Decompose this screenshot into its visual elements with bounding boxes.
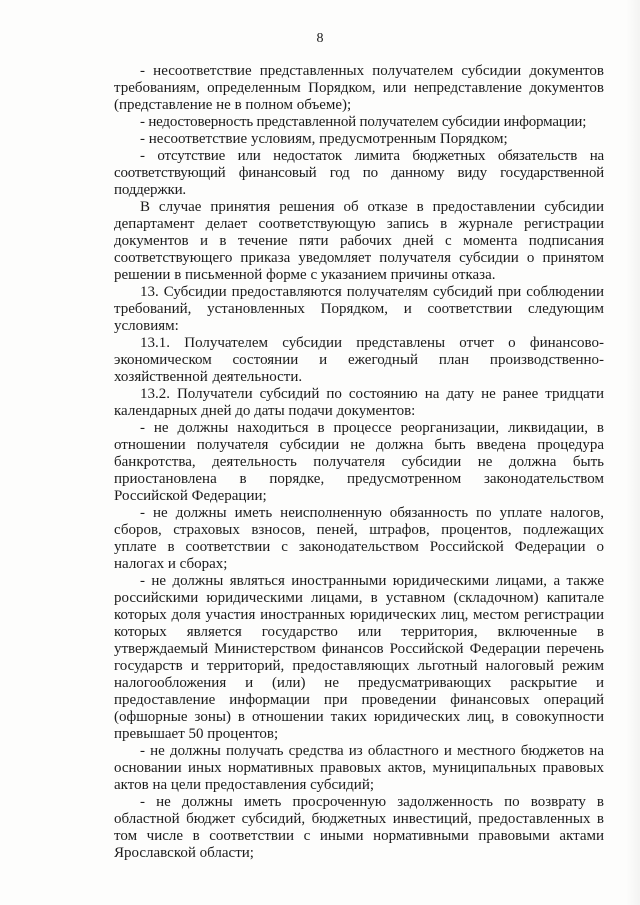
paragraph-noncompliance-conditions: - несоответствие условиям, предусмотренным Порядком; (140, 131, 508, 147)
paragraph-no-tax-debt: - не должны иметь неисполненную обязанность по уплате налогов, сборов, страховых взносов, пеней, штрафов, процентов, подлежащих уплате в соответствии с законодательством Российской Федерации о налогах и сборах; (114, 505, 604, 572)
paragraph-item-13-1: 13.1. Получателем субсидии представлены отчет о финансово-экономическом состоянии и ежегодный план производственно-хозяйственной деятельности. (114, 335, 604, 385)
paragraph-no-overdue-debt: - не должны иметь просроченную задолженность по возврату в областной бюджет субсидий, бюджетных инвестиций, предоставленных в том числе в соответствии с иными нормативными правовыми актами Ярославской области; (114, 794, 604, 861)
scan-edge-shadow (626, 0, 640, 905)
paragraph-no-reorganization: - не должны находиться в процессе реорганизации, ликвидации, в отношении получателя субсидии не должна быть введена процедура банкротства, деятельность получателя субсидии не должна быть приостановлена в порядке, предусмотренном законодательством Российской Федерации; (114, 420, 604, 504)
paragraph-budget-limit: - отсутствие или недостаток лимита бюджетных обязательств на соответствующий финансовый год по данному виду государственной поддержки. (114, 148, 604, 198)
paragraph-refusal-decision: В случае принятия решения об отказе в предоставлении субсидии департамент делает соответствующую запись в журнале регистрации документов и в течение пяти рабочих дней с момента подписания соответствующего приказа уведомляет получателя субсидии о принятом решении в письменной форме с указанием причины отказа. (114, 199, 604, 283)
document-body (114, 63, 604, 862)
paragraph-no-other-budget-funds: - не должны получать средства из областного и местного бюджетов на основании иных нормативных правовых актов, муниципальных правовых актов на цели предоставления субсидий; (114, 743, 604, 793)
paragraph-noncompliance-documents: - несоответствие представленных получателем субсидии документов требованиям, определенным Порядком, или непредставление документов (представление не в полном объеме); (114, 63, 604, 113)
paragraph-no-foreign-entities: - не должны являться иностранными юридическими лицами, а также российскими юридическими лицами, в уставном (складочном) капитале которых доля участия иностранных юридических лиц, местом регистрации которых является государство или территория, включенные в утверждаемый Министерством финансов Российской Федерации перечень государств и территорий, предоставляющих льготный налоговый режим налогообложения и (или) не предусматривающих раскрытие и предоставление информации при проведении финансовых операций (офшорные зоны) в отношении таких юридических лиц, в совокупности превышает 50 процентов; (114, 573, 604, 742)
paragraph-unreliable-info: - недостоверность представленной получателем субсидии информации; (140, 114, 587, 130)
paragraph-item-13: 13. Субсидии предоставляются получателям субсидий при соблюдении требований, установленных Порядком, и соответствии следующим условиям: (114, 284, 604, 334)
page-number: 8 (316, 31, 324, 46)
paragraph-item-13-2: 13.2. Получатели субсидий по состоянию на дату не ранее тридцати календарных дней до даты подачи документов: (114, 386, 604, 419)
